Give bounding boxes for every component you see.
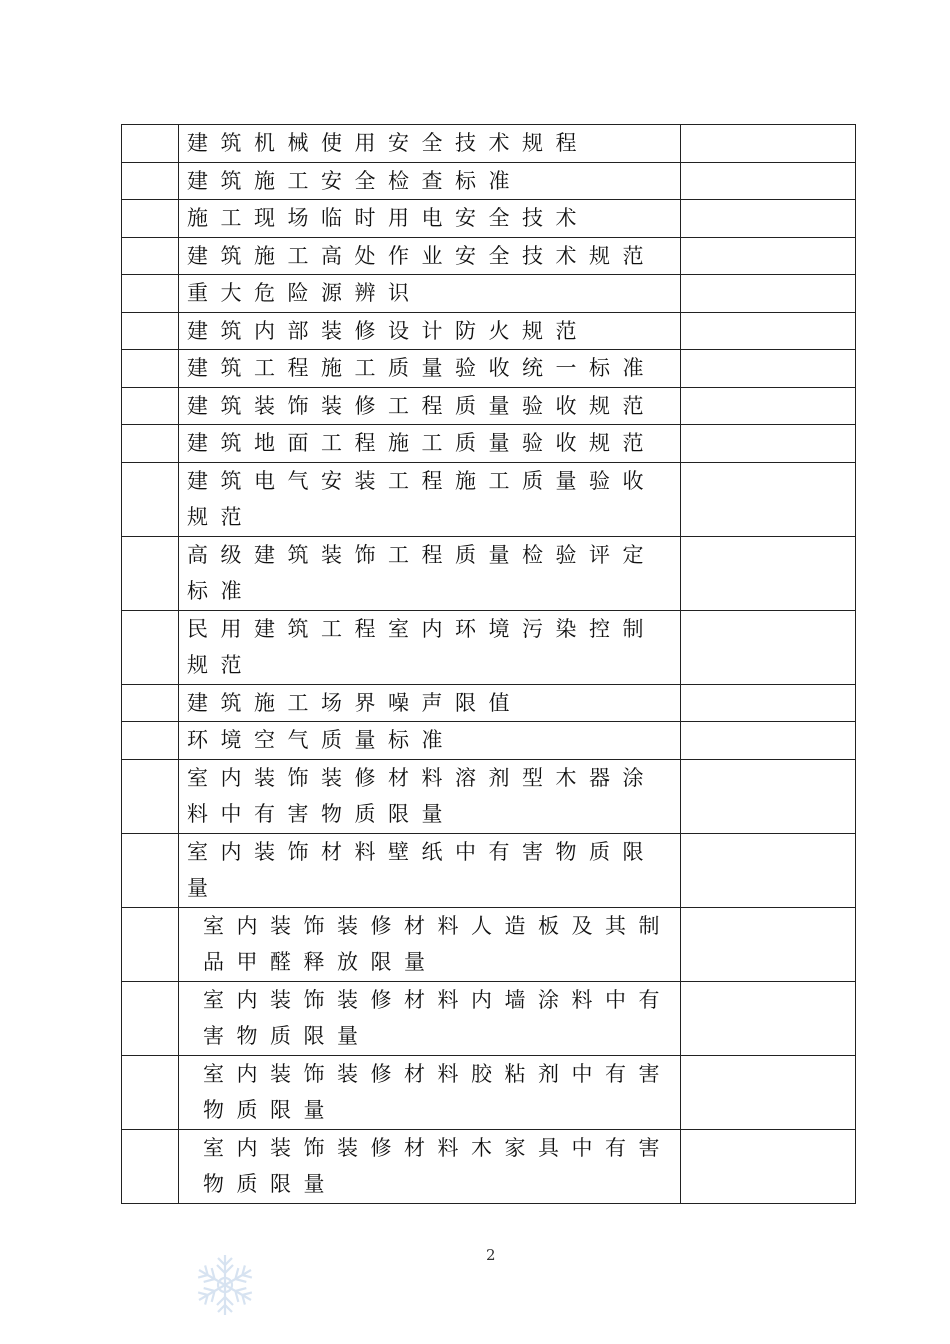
table-row <box>122 1055 856 1129</box>
standard-name-cell <box>179 425 681 463</box>
remark-cell <box>681 425 856 463</box>
standard-name-cell <box>179 833 681 907</box>
standard-name-cell <box>179 610 681 684</box>
index-cell <box>122 722 179 760</box>
standard-name: 室内装饰装修材料胶粘剂中有害物质限量 <box>203 1061 672 1122</box>
index-cell <box>122 981 179 1055</box>
standard-name: 建筑机械使用安全技术规程 <box>187 131 589 155</box>
index-cell <box>122 1055 179 1129</box>
table-row <box>122 387 856 425</box>
standard-name-cell <box>179 387 681 425</box>
index-cell <box>122 275 179 313</box>
standard-name-cell <box>179 200 681 238</box>
table-row <box>122 536 856 610</box>
table-row <box>122 759 856 833</box>
standard-name: 重大危险源辨识 <box>187 281 422 305</box>
remark-cell <box>681 1055 856 1129</box>
page-number: 2 <box>486 1246 496 1264</box>
remark-cell <box>681 462 856 536</box>
remark-cell <box>681 387 856 425</box>
remark-cell <box>681 125 856 163</box>
standard-name-cell <box>179 759 681 833</box>
standard-name-cell <box>179 684 681 722</box>
table-row <box>122 425 856 463</box>
remark-cell <box>681 275 856 313</box>
standard-name-cell <box>179 1055 681 1129</box>
standard-name: 室内装饰装修材料内墙涂料中有害物质限量 <box>203 987 672 1048</box>
remark-cell <box>681 684 856 722</box>
standard-name: 室内装饰装修材料木家具中有害物质限量 <box>203 1135 672 1196</box>
standard-name: 施工现场临时用电安全技术 <box>187 206 589 230</box>
index-cell <box>122 907 179 981</box>
standard-name: 室内装饰材料壁纸中有害物质限量 <box>187 839 656 900</box>
index-cell <box>122 462 179 536</box>
remark-cell <box>681 312 856 350</box>
standard-name-cell <box>179 237 681 275</box>
index-cell <box>122 162 179 200</box>
standard-name-cell <box>179 462 681 536</box>
remark-cell <box>681 722 856 760</box>
index-cell <box>122 200 179 238</box>
remark-cell <box>681 536 856 610</box>
standard-name-cell <box>179 536 681 610</box>
index-cell <box>122 312 179 350</box>
table-row <box>122 722 856 760</box>
table-row <box>122 684 856 722</box>
table-row <box>122 162 856 200</box>
table-row <box>122 907 856 981</box>
index-cell <box>122 425 179 463</box>
index-cell <box>122 833 179 907</box>
table-row <box>122 237 856 275</box>
index-cell <box>122 759 179 833</box>
index-cell <box>122 684 179 722</box>
table-row <box>122 125 856 163</box>
standards-table-body <box>122 125 856 1204</box>
table-row <box>122 833 856 907</box>
standard-name-cell <box>179 275 681 313</box>
standard-name: 建筑施工安全检查标准 <box>187 168 522 193</box>
standard-name: 建筑工程施工质量验收统一标准 <box>187 356 656 380</box>
standard-name-cell <box>179 125 681 163</box>
remark-cell <box>681 1129 856 1203</box>
standard-name-cell <box>179 162 681 200</box>
remark-cell <box>681 237 856 275</box>
index-cell <box>122 237 179 275</box>
remark-cell <box>681 981 856 1055</box>
standard-name: 室内装饰装修材料人造板及其制品甲醛释放限量 <box>203 913 672 974</box>
standard-name-cell <box>179 981 681 1055</box>
standard-name-cell <box>179 907 681 981</box>
table-row <box>122 350 856 388</box>
table-row <box>122 610 856 684</box>
table-row <box>122 275 856 313</box>
index-cell <box>122 350 179 388</box>
table-row <box>122 200 856 238</box>
index-cell <box>122 1129 179 1203</box>
standard-name: 室内装饰装修材料溶剂型木器涂料中有害物质限量 <box>187 765 656 826</box>
standard-name-cell <box>179 350 681 388</box>
standard-name-cell <box>179 722 681 760</box>
index-cell <box>122 387 179 425</box>
index-cell <box>122 125 179 163</box>
remark-cell <box>681 610 856 684</box>
standard-name: 建筑地面工程施工质量验收规范 <box>187 431 656 455</box>
remark-cell <box>681 759 856 833</box>
standard-name: 建筑施工高处作业安全技术规范 <box>187 243 656 268</box>
table-row <box>122 312 856 350</box>
index-cell <box>122 536 179 610</box>
table-row <box>122 1129 856 1203</box>
standard-name: 建筑电气安装工程施工质量验收规范 <box>187 468 656 529</box>
standard-name: 民用建筑工程室内环境污染控制规范 <box>187 616 656 677</box>
remark-cell <box>681 833 856 907</box>
standard-name: 建筑内部装修设计防火规范 <box>187 318 589 343</box>
remark-cell <box>681 200 856 238</box>
standards-table <box>121 124 856 1204</box>
table-row <box>122 981 856 1055</box>
standard-name: 建筑施工场界噪声限值 <box>187 690 522 715</box>
standard-name-cell <box>179 1129 681 1203</box>
table-row <box>122 462 856 536</box>
standard-name-cell <box>179 312 681 350</box>
standard-name: 高级建筑装饰工程质量检验评定标准 <box>187 542 656 603</box>
standard-name: 建筑装饰装修工程质量验收规范 <box>187 393 656 418</box>
remark-cell <box>681 350 856 388</box>
index-cell <box>122 610 179 684</box>
standard-name: 环境空气质量标准 <box>187 728 455 752</box>
remark-cell <box>681 162 856 200</box>
snowflake-watermark-icon <box>190 1250 260 1320</box>
remark-cell <box>681 907 856 981</box>
